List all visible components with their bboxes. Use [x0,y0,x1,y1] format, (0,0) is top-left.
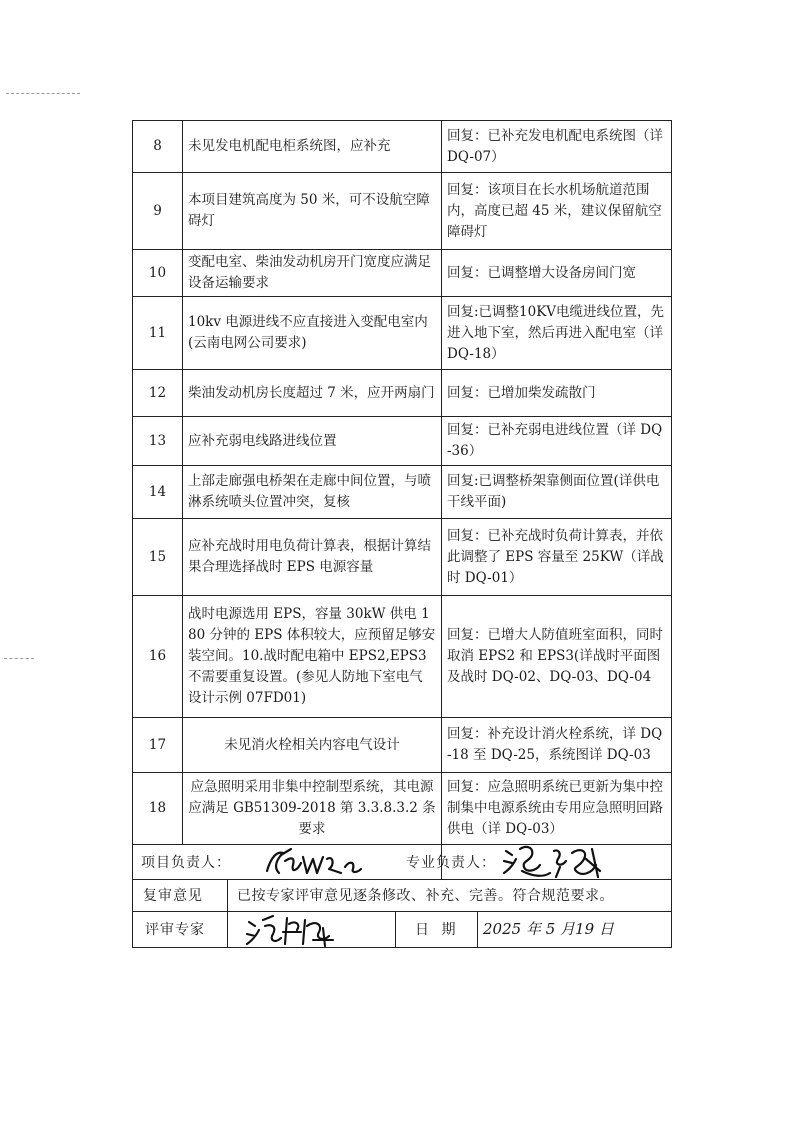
row-number: 10 [133,250,183,297]
review-issue: 变配电室、柴油发动机房开门宽度应满足设备运输要求 [183,250,442,297]
signature-row [133,845,672,880]
project-leader-label: 项目负责人： [141,855,231,871]
review-issue: 战时电源选用 EPS，容量 30kW 供电 180 分钟的 EPS 体积较大，应预留足够安装空间。10.战时配电箱中 EPS2,EPS3 不需要重复设置。(参见人防地下室电气设计示例 07FD01) [183,596,442,718]
review-opinion-row [133,880,672,912]
review-issue: 柴油发动机房长度超过 7 米，应开两扇门 [183,370,442,417]
table-row [133,121,672,173]
row-number: 8 [133,121,183,173]
review-issue: 本项目建筑高度为 50 米，可不设航空障碍灯 [183,173,442,250]
review-issue: 应急照明采用非集中控制型系统，其电源应满足 GB51309-2018 第 3.3.8.3.2 条要求 [183,773,442,845]
date-label: 日 期 [415,922,460,938]
row-number: 16 [133,596,183,718]
reply-text: 回复：已补充战时负荷计算表，并依此调整了 EPS 容量至 25KW（详战时 DQ-01） [442,519,672,596]
review-issue: 应补充弱电线路进线位置 [183,417,442,466]
review-issue: 上部走廊强电桥架在走廊中间位置，与喷淋系统喷头位置冲突，复核 [183,466,442,519]
table-row [133,718,672,773]
table-row [133,370,672,417]
cell-divider [395,912,396,948]
row-number: 17 [133,718,183,773]
discipline-leader-cell [406,845,672,880]
review-issue: 10kv 电源进线不应直接进入变配电室内(云南电网公司要求) [183,297,442,370]
expert-date-row [133,912,672,948]
date-value: 2025 年 5 月19 日 [483,920,614,938]
discipline-leader-signature-image [500,841,620,881]
table-row [133,417,672,466]
scan-artifact-line [6,93,80,94]
reply-text: 回复：应急照明系统已更新为集中控制集中电源系统由专用应急照明回路供电（详 DQ-03） [442,773,672,845]
review-issue: 未见消火栓相关内容电气设计 [183,718,442,773]
table-row [133,173,672,250]
reply-text: 回复：已增大人防值班室面积，同时取消 EPS2 和 EPS3(详战时平面图及战时 DQ-02、DQ-03、DQ-04 [442,596,672,718]
reply-text: 回复：已调整增大设备房间门宽 [442,250,672,297]
row-number: 15 [133,519,183,596]
reply-text: 回复:已调整桥架靠侧面位置(详供电干线平面) [442,466,672,519]
table-row [133,250,672,297]
table-row [133,773,672,845]
row-number: 13 [133,417,183,466]
cell-divider [477,912,478,948]
review-opinion-text: 已按专家评审意见逐条修改、补充、完善。符合规范要求。 [237,888,614,904]
review-issue: 应补充战时用电负荷计算表，根据计算结果合理选择战时 EPS 电源容量 [183,519,442,596]
discipline-leader-label: 专业负责人： [406,855,496,871]
scan-artifact-line [4,658,34,659]
review-opinion-cell [133,880,672,912]
reply-text: 回复：已增加柴发疏散门 [442,370,672,417]
cell-divider [227,880,228,912]
review-table [132,120,672,948]
row-number: 18 [133,773,183,845]
expert-signature-image [243,910,353,948]
row-number: 11 [133,297,183,370]
project-leader-cell [133,845,442,880]
review-opinion-label: 复审意见 [143,888,203,904]
reply-text: 回复：补充设计消火栓系统，详 DQ-18 至 DQ-25，系统图详 DQ-03 [442,718,672,773]
expert-date-cell [133,912,672,948]
project-leader-signature-image [261,843,371,881]
reply-text: 回复：已补充发电机配电系统图（详 DQ-07） [442,121,672,173]
review-issue: 未见发电机配电柜系统图，应补充 [183,121,442,173]
table-row [133,466,672,519]
reply-text: 回复：已补充弱电进线位置（详 DQ-36） [442,417,672,466]
row-number: 9 [133,173,183,250]
reply-text: 回复：该项目在长水机场航道范围内，高度已超 45 米，建议保留航空障碍灯 [442,173,672,250]
table-row [133,596,672,718]
table-row [133,297,672,370]
table-row [133,519,672,596]
expert-label: 评审专家 [145,922,205,938]
row-number: 14 [133,466,183,519]
cell-divider [227,912,228,948]
row-number: 12 [133,370,183,417]
reply-text: 回复:已调整10KV电缆进线位置，先进入地下室，然后再进入配电室（详 DQ-18） [442,297,672,370]
